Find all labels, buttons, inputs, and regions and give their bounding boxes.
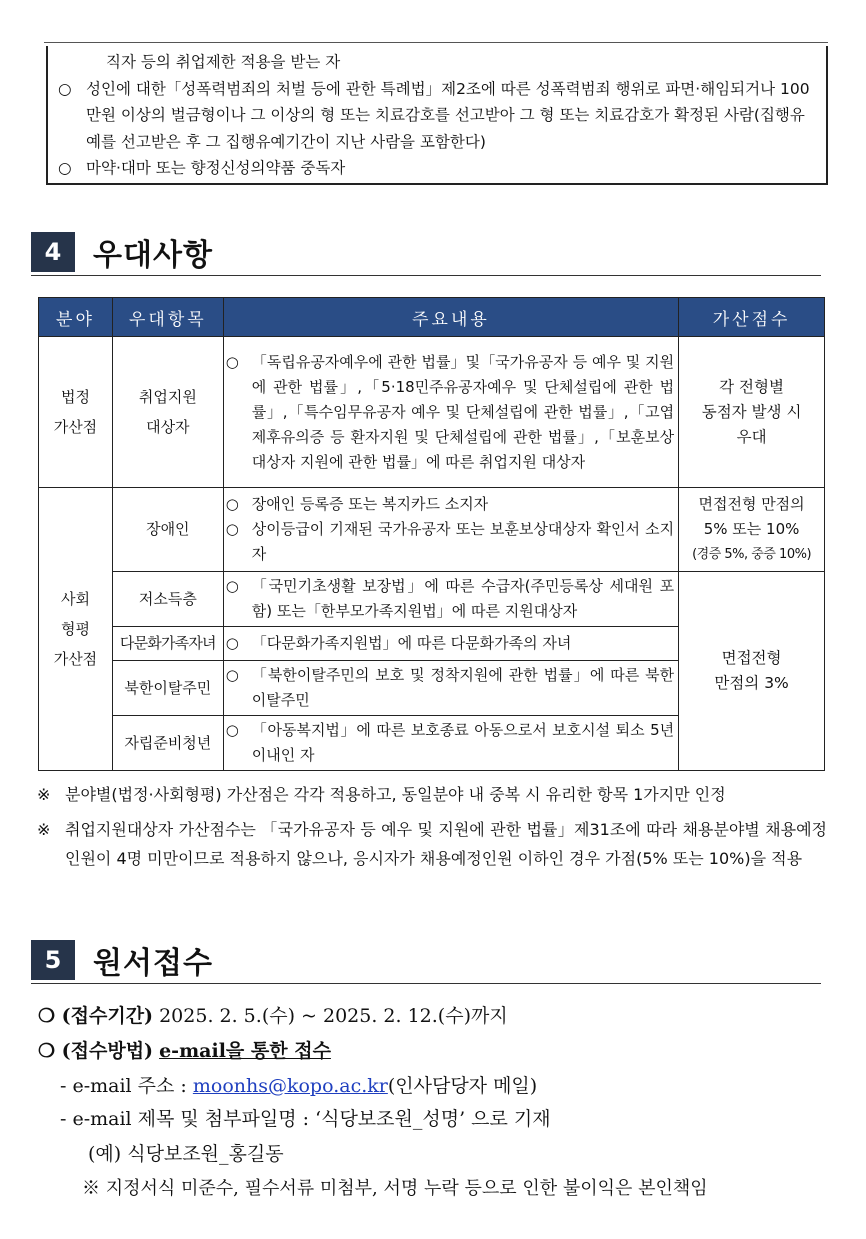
item-north-korean: 북한이탈주민 xyxy=(112,661,223,716)
reference-mark-icon: ※ xyxy=(37,785,51,804)
notes xyxy=(37,780,827,879)
box-item xyxy=(58,155,816,182)
application-period xyxy=(38,1000,508,1032)
content-cell xyxy=(223,572,678,627)
box-line: 직자 등의 취업제한 적용을 받는 자 xyxy=(106,53,341,71)
email-address-line xyxy=(60,1070,537,1102)
circle-bullet-icon: ○ xyxy=(225,721,239,739)
circle-bullet-icon: ○ xyxy=(225,666,239,684)
circle-bullet-icon: ○ xyxy=(58,79,72,98)
item-low-income: 저소득층 xyxy=(112,572,223,627)
content-cell xyxy=(223,716,678,771)
example-line: (예) 식당보조원_홍길동 xyxy=(88,1143,284,1165)
preference-table xyxy=(38,297,825,771)
circle-bullet-icon: ○ xyxy=(225,495,239,513)
method-value: e-mail을 통한 접수 xyxy=(159,1040,331,1062)
application-method xyxy=(38,1035,331,1067)
disqualification-box xyxy=(46,46,828,185)
box-item xyxy=(58,76,816,156)
section-title: 우대사항 xyxy=(93,238,213,273)
section-number: 5 xyxy=(31,940,75,980)
points-legal: 각 전형별 동점자 발생 시 우대 xyxy=(679,337,825,488)
top-divider xyxy=(44,42,828,43)
content-text: 「북한이탈주민의 보호 및 정착지원에 관한 법률」에 따른 북한이탈주민 xyxy=(251,666,675,709)
field-legal: 법정 가산점 xyxy=(39,337,113,488)
header-points: 가산점수 xyxy=(679,298,825,337)
section-number: 4 xyxy=(31,232,75,272)
content-text: 장애인 등록증 또는 복지카드 소지자 xyxy=(251,495,489,513)
header-content: 주요내용 xyxy=(223,298,678,337)
circle-bullet-icon: ○ xyxy=(225,577,239,595)
item-disabled: 장애인 xyxy=(112,488,223,572)
table-row xyxy=(39,488,825,572)
points-disabled-note: (경증 5%, 중증 10%) xyxy=(692,547,812,562)
email-suffix: (인사담당자 메일) xyxy=(387,1075,538,1097)
item-employment-support: 취업지원 대상자 xyxy=(112,337,223,488)
box-item-text: 성인에 대한「성폭력범죄의 처벌 등에 관한 특례법」제2조에 따른 성폭력범죄 행위로 파면·해임되거나 100만원 이상의 벌금형이나 그 이상의 형 또는 치료감호를 선고받아 그 형 또는 치료감호가 확정된 사람(집행유예를 선고받은 후 그 집행유예기간이 지난 사람을 포함한다) xyxy=(86,79,810,151)
points-social: 면접전형 만점의 3% xyxy=(679,572,825,771)
section-title: 원서접수 xyxy=(93,946,213,981)
content-cell xyxy=(223,337,678,488)
period-label: ❍ (접수기간) xyxy=(38,1005,154,1027)
content-text: 「다문화가족지원법」에 따른 다문화가족의 자녀 xyxy=(251,634,572,652)
item-multicultural: 다문화가족자녀 xyxy=(112,627,223,661)
warning-line: ※ 지정서식 미준수, 필수서류 미첨부, 서명 누락 등으로 인한 불이익은 본인책임 xyxy=(82,1178,708,1199)
box-item-text: 마약·대마 또는 향정신성의약품 중독자 xyxy=(86,159,346,177)
email-link[interactable]: moonhs@kopo.ac.kr xyxy=(192,1075,388,1097)
header-field: 분야 xyxy=(39,298,113,337)
note-text: 취업지원대상자 가산점수는 「국가유공자 등 예우 및 지원에 관한 법률」제31조에 따라 채용분야별 채용예정인원이 4명 미만이므로 적용하지 않으나, 응시자가 채용예정인원 이하인 경우 가점(5% 또는 10%)을 적용 xyxy=(65,820,827,868)
content-cell xyxy=(223,488,678,572)
points-disabled-main: 면접전형 만점의 5% 또는 10% xyxy=(698,495,805,538)
table-row xyxy=(39,572,825,627)
content-cell xyxy=(223,661,678,716)
method-label: ❍ (접수방법) xyxy=(38,1040,154,1062)
content-text: 「독립유공자예우에 관한 법률」및「국가유공자 등 예우 및 지원에 관한 법률」,「5·18민주유공자예우 및 단체설립에 관한 법률」,「특수임무유공자 예우 및 단체설립에 관한 법률」,「고엽제후유의증 등 환자지원 및 단체설립에 관한 법률」,「보훈보상대상자 지원에 관한 법률」에 따른 취업지원 대상자 xyxy=(251,352,675,471)
note-item xyxy=(37,780,827,809)
note-text: 분야별(법정·사회형평) 가산점은 각각 적용하고, 동일분야 내 중복 시 유리한 항목 1가지만 인정 xyxy=(65,785,726,804)
email-subject-line: - e-mail 제목 및 첨부파일명 : ‘식당보조원_성명’ 으로 기재 xyxy=(60,1108,551,1130)
circle-bullet-icon: ○ xyxy=(58,159,72,177)
table-header-row xyxy=(39,298,825,337)
circle-bullet-icon: ○ xyxy=(225,634,239,652)
points-disabled xyxy=(679,488,825,572)
section-4-header xyxy=(31,232,821,276)
content-text: 상이등급이 기재된 국가유공자 또는 보훈보상대상자 확인서 소지자 xyxy=(251,520,675,563)
email-prefix: - e-mail 주소 : xyxy=(60,1075,193,1097)
field-social: 사회 형평 가산점 xyxy=(39,488,113,771)
note-item xyxy=(37,815,827,873)
header-item: 우대항목 xyxy=(112,298,223,337)
circle-bullet-icon: ○ xyxy=(225,352,239,371)
table-row xyxy=(39,337,825,488)
reference-mark-icon: ※ xyxy=(37,820,51,839)
section-5-header xyxy=(31,940,821,984)
content-text: 「아동복지법」에 따른 보호종료 아동으로서 보호시설 퇴소 5년 이내인 자 xyxy=(251,721,675,764)
item-youth: 자립준비청년 xyxy=(112,716,223,771)
period-value: 2025. 2. 5.(수) ~ 2025. 2. 12.(수)까지 xyxy=(153,1005,508,1027)
circle-bullet-icon: ○ xyxy=(225,520,239,538)
content-cell xyxy=(223,627,678,661)
content-text: 「국민기초생활 보장법」에 따른 수급자(주민등록상 세대원 포함) 또는「한부모가족지원법」에 따른 지원대상자 xyxy=(251,577,675,620)
